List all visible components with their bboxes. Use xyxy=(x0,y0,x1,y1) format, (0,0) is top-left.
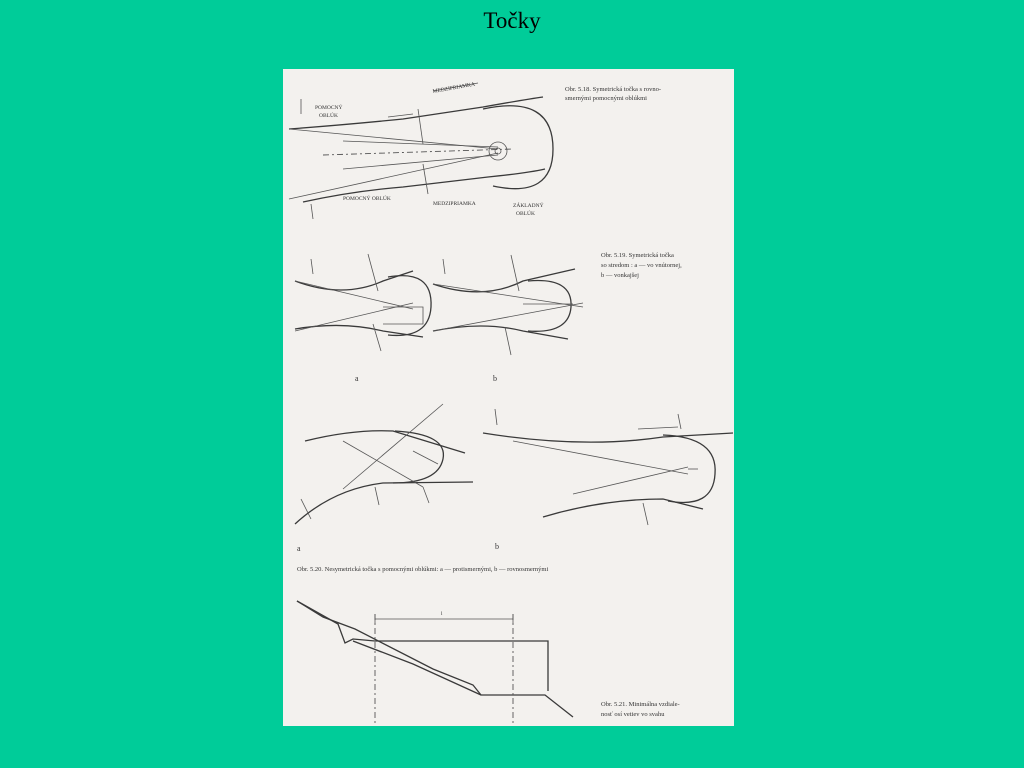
sub-label-5-20-a: a xyxy=(297,544,301,553)
slide-title: Točky xyxy=(483,8,541,33)
caption-5-19-line-3: b — vonkajšej xyxy=(601,272,639,279)
caption-5-18-line-2: smernými pomocnými oblúkmi xyxy=(565,95,647,102)
caption-5-20: Obr. 5.20. Nesymetrická točka s pomocnými oblúkmi: a — protismernými, b — rovnosmernými xyxy=(297,566,549,573)
label-pomocny-obluk-top-2: OBLÚK xyxy=(319,113,338,119)
caption-5-19-line-1: Obr. 5.19. Symetrická točka xyxy=(601,252,674,259)
scanned-figure-page xyxy=(283,69,734,726)
label-zakladny-obluk-1: ZÁKLADNÝ xyxy=(513,203,544,209)
sub-label-5-19-b: b xyxy=(493,374,497,383)
label-l: l xyxy=(441,611,443,617)
caption-5-18-line-1: Obr. 5.18. Symetrická točka s rovno- xyxy=(565,86,662,93)
caption-5-21-line-1: Obr. 5.21. Minimálna vzdiale- xyxy=(601,701,680,708)
caption-5-21-line-2: nosť osí vetiev vo svahu xyxy=(601,711,665,718)
caption-5-19-line-2: so stredom : a — vo vnútornej, xyxy=(601,262,682,269)
label-pomocny-obluk-top-1: POMOCNÝ xyxy=(315,105,343,111)
sub-label-5-19-a: a xyxy=(355,374,359,383)
label-pomocny-obluk-bottom: POMOCNÝ OBLÚK xyxy=(343,196,391,202)
sub-label-5-20-b: b xyxy=(495,542,499,551)
figure-5-21 xyxy=(297,601,680,724)
figure-5-20 xyxy=(295,404,733,573)
figure-5-19 xyxy=(295,252,682,383)
label-medzipriamka-bottom: MEDZIPRIAMKA xyxy=(433,201,476,207)
figure-5-18 xyxy=(289,82,661,219)
label-medzipriamka-top: MEDZIPRIAMKA xyxy=(432,81,476,95)
label-zakladny-obluk-2: OBLÚK xyxy=(516,211,535,217)
